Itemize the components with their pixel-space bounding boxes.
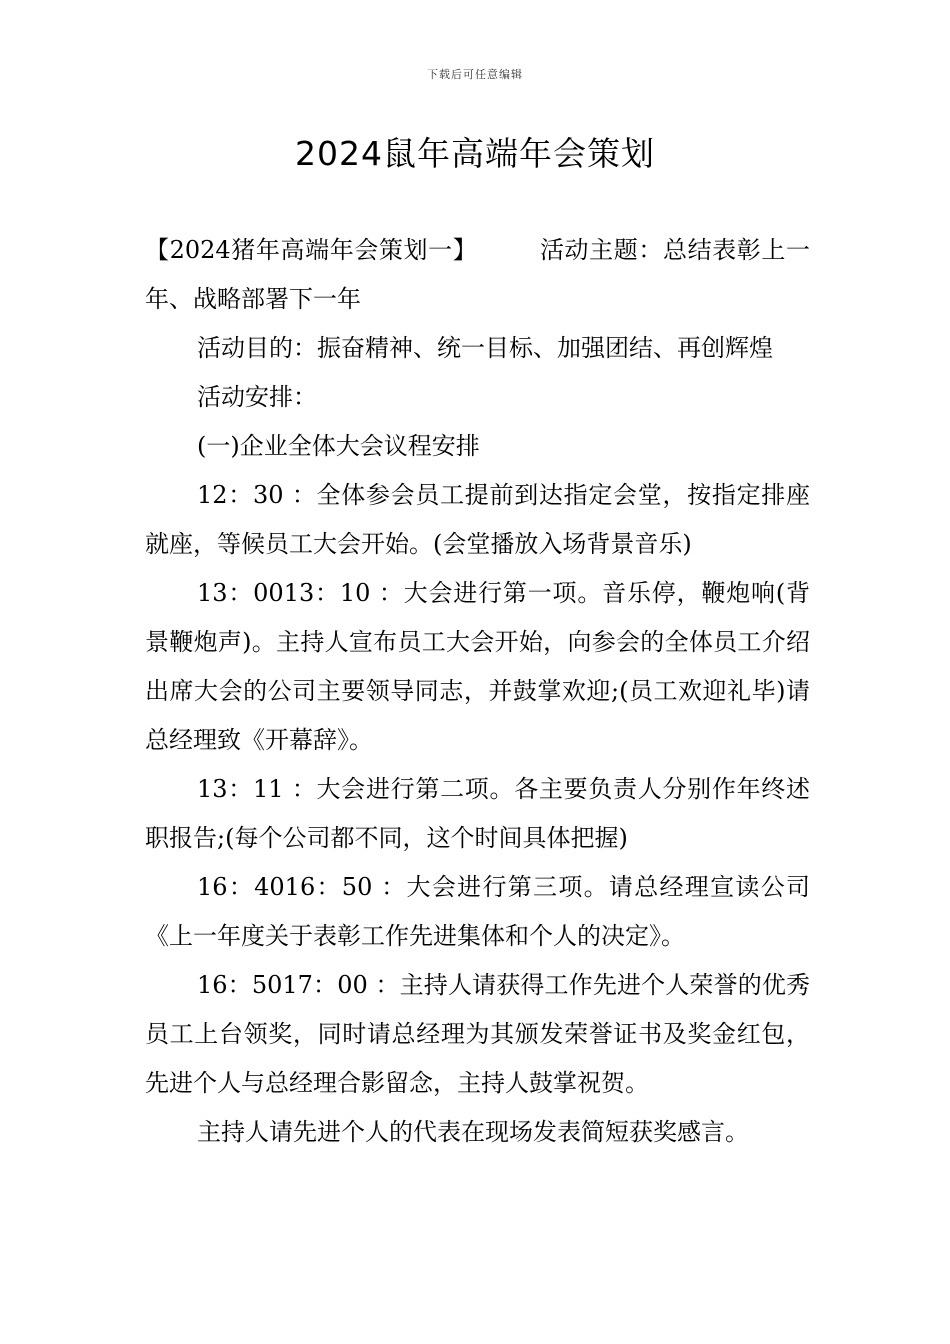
paragraph-agenda-1300: 13：0013：10 ：大会进行第一项。音乐停，鞭炮响(背景鞭炮声)。主持人宣布员工大会开始，向参会的全体员工介绍出席大会的公司主要领导同志，并鼓掌欢迎;(员工欢迎礼毕)请总经理致《开幕辞》。 bbox=[145, 579, 810, 754]
header-note: 下载后可任意编辑 bbox=[427, 68, 523, 81]
paragraph-arrangement: 活动安排： bbox=[197, 383, 317, 411]
paragraph-agenda-1640: 16：4016：50 ：大会进行第三项。请总经理宣读公司《上一年度关于表彰工作先进集体和个人的决定》。 bbox=[145, 873, 810, 950]
paragraph-purpose: 活动目的：振奋精神、统一目标、加强团结、再创辉煌 bbox=[197, 334, 773, 362]
section-heading: 【2024猪年高端年会策划一】 bbox=[145, 236, 478, 264]
document-title: 2024鼠年高端年会策划 bbox=[295, 134, 655, 173]
paragraph-acceptance-speech: 主持人请先进个人的代表在现场发表简短获奖感言。 bbox=[197, 1118, 749, 1146]
paragraph-agenda-1311: 13：11 ：大会进行第二项。各主要负责人分别作年终述职报告;(每个公司都不同，这个时间具体把握) bbox=[145, 775, 810, 852]
paragraph-agenda-1230: 12：30 ：全体参会员工提前到达指定会堂，按指定排座就座，等候员工大会开始。(会堂播放入场背景音乐) bbox=[145, 481, 810, 558]
paragraph-agenda-1650: 16：5017：00 ：主持人请获得工作先进个人荣誉的优秀员工上台领奖，同时请总经理为其颁发荣誉证书及奖金红包，先进个人与总经理合影留念，主持人鼓掌祝贺。 bbox=[145, 971, 810, 1097]
document-body bbox=[145, 226, 810, 1157]
paragraph-agenda-heading: (一)企业全体大会议程安排 bbox=[197, 432, 480, 460]
paragraph-theme bbox=[145, 226, 810, 324]
activity-theme-text: 活动主题：总结表彰上一年、战略部署下一年 bbox=[145, 236, 811, 313]
